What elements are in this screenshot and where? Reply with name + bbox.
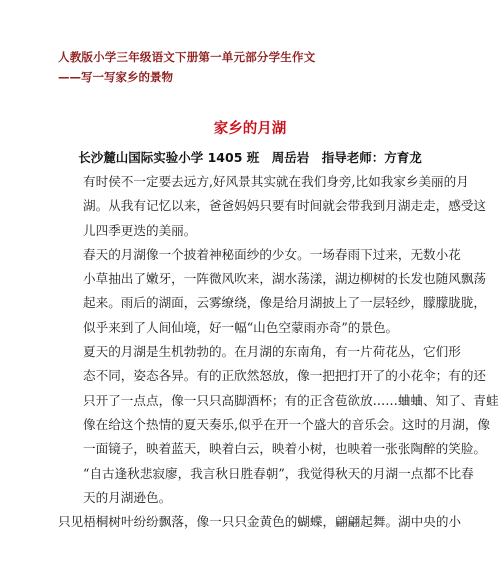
paragraph-line: 小草抽出了嫩牙，一阵微风吹来，湖水荡漾，湖边柳树的长发也随风飘荡 [83, 271, 486, 287]
paragraph-line: 像在给这个热情的夏天奏乐,似乎在开一个盛大的音乐会。这时的月湖，像 [83, 416, 491, 432]
paragraph-line: 天的月湖逊色。 [83, 489, 172, 505]
paragraph-line: 态不同，姿态各异。有的正欣然怒放，像一把把打开了的小花伞；有的还 [83, 368, 486, 384]
essay-paragraph [58, 340, 499, 461]
paragraph-line: 夏天的月湖是生机勃勃的。在月湖的东南角，有一片荷花丛，它们形 [83, 344, 461, 360]
document-header-subtitle: ——写一写家乡的景物 [58, 70, 173, 84]
paragraph-line: 只开了一点点，像一只只高脚酒杯；有的正含苞欲放……蛐蛐、知了、青蛙 [83, 392, 499, 408]
essay-paragraph [58, 510, 461, 534]
paragraph-line: 儿四季更迭的美丽。 [83, 222, 197, 238]
essay-paragraph [58, 170, 486, 243]
paragraph-line: 有时侯不一定要去远方,好风景其实就在我们身旁,比如我家乡美丽的月 [83, 174, 469, 189]
essay-title: 家乡的月湖 [213, 121, 287, 137]
essay-paragraph [58, 462, 474, 511]
document-header-title: 人教版小学三年级语文下册第一单元部分学生作文 [58, 50, 316, 64]
essay-paragraph [58, 243, 486, 340]
paragraph-line: “自古逢秋悲寂廖，我言秋日胜春朝”，我觉得秋天的月湖一点都不比春 [83, 465, 474, 481]
paragraph-line: 春天的月湖像一个披着神秘面纱的少女。一场春雨下过来，无数小花 [83, 246, 461, 262]
paragraph-line: 湖。从我有记忆以来，爸爸妈妈只要有时间就会带我到月湖走走，感受这 [83, 198, 486, 214]
paragraph-line: 似乎来到了人间仙境，好一幅“山色空蒙雨亦奇”的景色。 [83, 319, 399, 335]
paragraph-line: 只见梧桐树叶纷纷飘落，像一只只金黄色的蝴蝶，翩翩起舞。湖中央的小 [58, 514, 461, 530]
essay-body [58, 170, 499, 534]
essay-byline: 长沙麓山国际实验小学 1405 班 周岳岩 指导老师：方育龙 [78, 150, 422, 165]
paragraph-line: 起来。雨后的湖面，云雾缭绕，像是给月湖披上了一层轻纱，朦朦胧胧， [83, 295, 486, 311]
paragraph-line: 一面镜子，映着蓝天，映着白云，映着小树，也映着一张张陶醉的笑脸。 [83, 441, 486, 457]
